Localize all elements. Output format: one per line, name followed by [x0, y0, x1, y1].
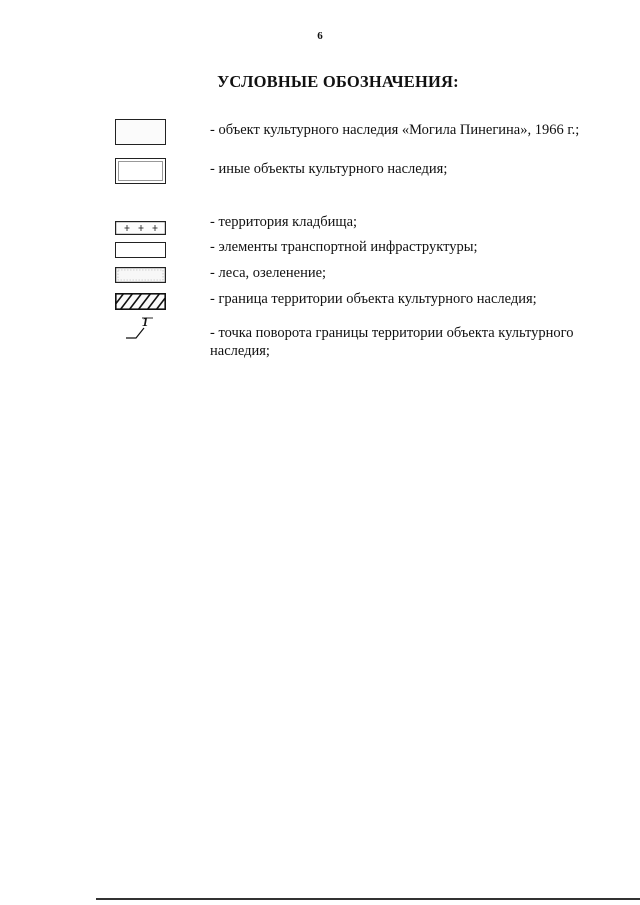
other-objects-frame-icon	[115, 158, 166, 184]
legend-label: - леса, озеленение;	[210, 265, 327, 281]
page-number: 6	[317, 30, 323, 42]
transport-box-icon	[115, 242, 166, 258]
legend-title: УСЛОВНЫЕ ОБОЗНАЧЕНИЯ:	[217, 72, 459, 91]
hatched-boundary-icon	[115, 293, 166, 310]
bottom-edge-line	[96, 898, 640, 900]
legend-label: - иные объекты культурного наследия;	[210, 161, 448, 177]
legend-label: - элементы транспортной инфраструктуры;	[210, 239, 478, 255]
turn-point-number: 1	[142, 314, 149, 329]
forest-box-icon	[115, 267, 166, 283]
cemetery-crosses-icon	[115, 221, 166, 235]
legend-label: - точка поворота границы территории объекта культурного наследия;	[210, 325, 574, 359]
object-frame-icon	[115, 119, 166, 145]
legend-label: - объект культурного наследия «Могила Пинегина», 1966 г.;	[210, 122, 580, 138]
legend-label: - территория кладбища;	[210, 214, 358, 230]
legend-label: - граница территории объекта культурного наследия;	[210, 291, 537, 307]
